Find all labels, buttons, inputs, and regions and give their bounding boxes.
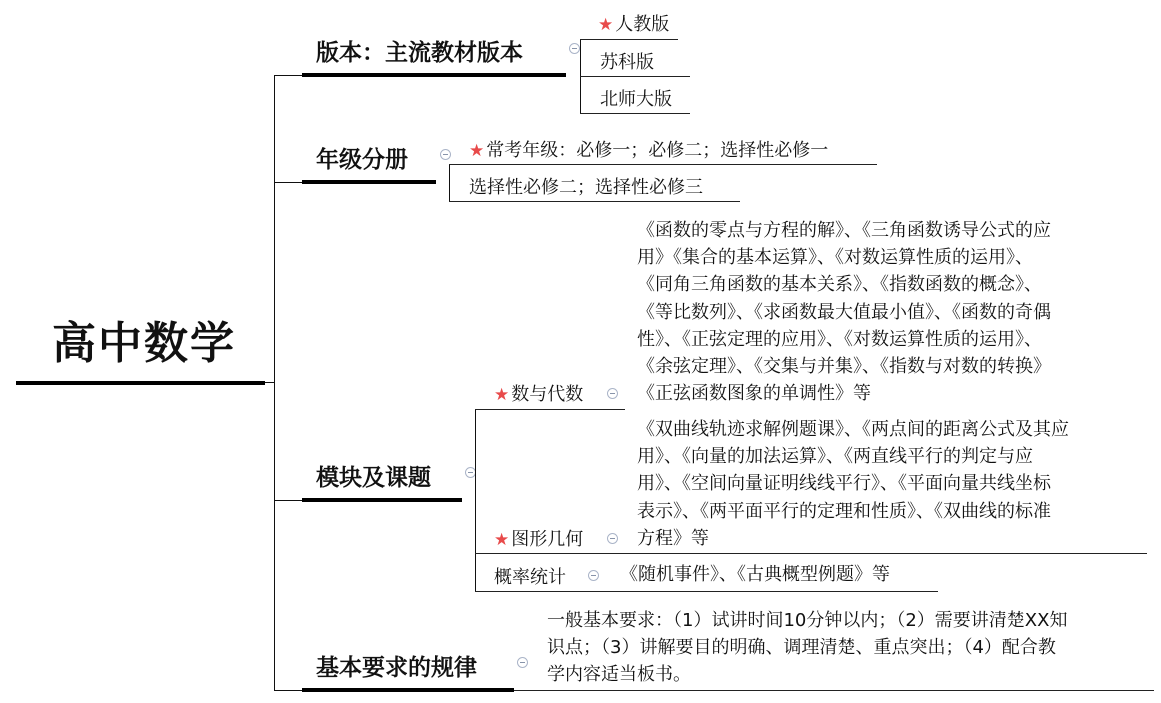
module-geometry[interactable] [494,525,583,551]
topic-line: 用》《集合的基本运算》、《对数运算性质的运用》、 [637,247,1033,269]
module-probability[interactable] [494,563,566,589]
star-icon: ★ [598,15,614,35]
requirements-description [547,607,1152,689]
topic-line: 《随机事件》、《古典概型例题》等 [620,564,890,585]
topic-line: 方程》等 [637,527,709,549]
requirements-underline [302,688,514,692]
edition-item-label: 人教版 [615,14,670,35]
grade-connector [274,182,302,183]
root-underline [16,381,265,385]
topic-line: 用》、《空间向量证明线线平行》、《平面向量共线坐标 [637,473,1051,495]
branch-grade[interactable] [316,141,408,174]
grade-collapse-icon[interactable] [440,149,451,160]
edition-underline [302,73,566,77]
edition-item-renjiao[interactable] [598,10,669,36]
module-probability-line [475,591,938,592]
requirements-connector [274,690,302,691]
topic-line: 《函数的零点与方程的解》、《三角函数诱导公式的应 [637,220,1051,241]
modules-underline [302,498,462,502]
grade-item-line-2 [449,201,740,202]
star-icon: ★ [494,385,510,405]
star-icon: ★ [494,530,510,550]
module-algebra-topics [637,217,1152,407]
root-topic[interactable] [52,307,236,371]
grade-item-line-1 [449,164,877,165]
requirement-line: 识点；（3）讲解要目的明确、调理清楚、重点突出；（4）配合教 [547,637,1056,659]
grade-item-label: 选择性必修二；选择性必修三 [469,177,703,198]
algebra-collapse-icon[interactable] [607,388,618,399]
topic-line: 《正弦函数图象的单调性》等 [637,383,871,405]
topic-line: 《等比数列》、《求函数最大值最小值》、《函数的奇偶 [637,301,1051,323]
root-title: 高中数学 [52,318,236,369]
module-probability-label: 概率统计 [494,567,566,588]
branch-grade-label: 年级分册 [316,147,408,173]
topic-line: 《同角三角函数的基本关系》、《指数函数的概念》、 [637,274,1042,296]
topic-line: 用》、《向量的加法运算》、《两直线平行的判定与应 [637,446,1033,468]
edition-item-line-1 [580,39,678,40]
topic-line: 《双曲线轨迹求解例题课》、《两点间的距离公式及其应 [637,419,1069,440]
edition-item-line-3 [580,113,690,114]
edition-item-label: 北师大版 [600,89,672,110]
module-geometry-topics [637,416,1152,552]
grade-item-label: 常考年级：必修一；必修二；选择性必修一 [486,140,829,161]
module-geometry-label: 图形几何 [511,529,584,550]
module-probability-topics [620,561,890,588]
grade-subtrunk [449,164,450,201]
branch-modules[interactable] [316,459,431,492]
root-connector [265,382,274,383]
edition-item-line-2 [580,76,690,77]
edition-collapse-icon[interactable] [569,43,580,54]
branch-edition[interactable] [316,34,523,67]
geometry-collapse-icon[interactable] [607,533,618,544]
module-algebra[interactable] [494,380,583,406]
module-algebra-label: 数与代数 [511,384,584,405]
probability-collapse-icon[interactable] [588,570,599,581]
branch-edition-label: 版本：主流教材版本 [316,40,523,66]
grade-item-common[interactable] [469,136,828,162]
edition-connector [274,75,302,76]
requirements-desc-line [514,690,1154,691]
branch-requirements-label: 基本要求的规律 [316,655,477,681]
main-trunk [274,75,275,691]
module-algebra-line [475,409,625,410]
grade-underline [302,180,436,184]
branch-modules-label: 模块及课题 [316,465,431,491]
edition-item-label: 苏科版 [600,52,654,73]
modules-connector [274,500,302,501]
topic-line: 《余弦定理》、《交集与并集》、《指数与对数的转换》 [637,356,1051,378]
edition-item-beishida[interactable] [600,85,672,111]
grade-item-elective[interactable] [469,173,703,199]
topic-line: 性》、《正弦定理的应用》、《对数运算性质的运用》、 [637,328,1042,350]
edition-item-suke[interactable] [600,48,654,74]
requirement-line: 一般基本要求：（1）试讲时间10分钟以内；（2）需要讲清楚XX知 [547,610,1068,631]
requirements-collapse-icon[interactable] [517,657,528,668]
module-geometry-line [475,553,1147,554]
topic-line: 表示》、《两平面平行的定理和性质》、《双曲线的标准 [637,500,1051,522]
modules-subtrunk [475,409,476,591]
branch-requirements[interactable] [316,649,477,682]
star-icon: ★ [469,141,485,161]
requirement-line: 学内容适当板书。 [547,664,691,686]
